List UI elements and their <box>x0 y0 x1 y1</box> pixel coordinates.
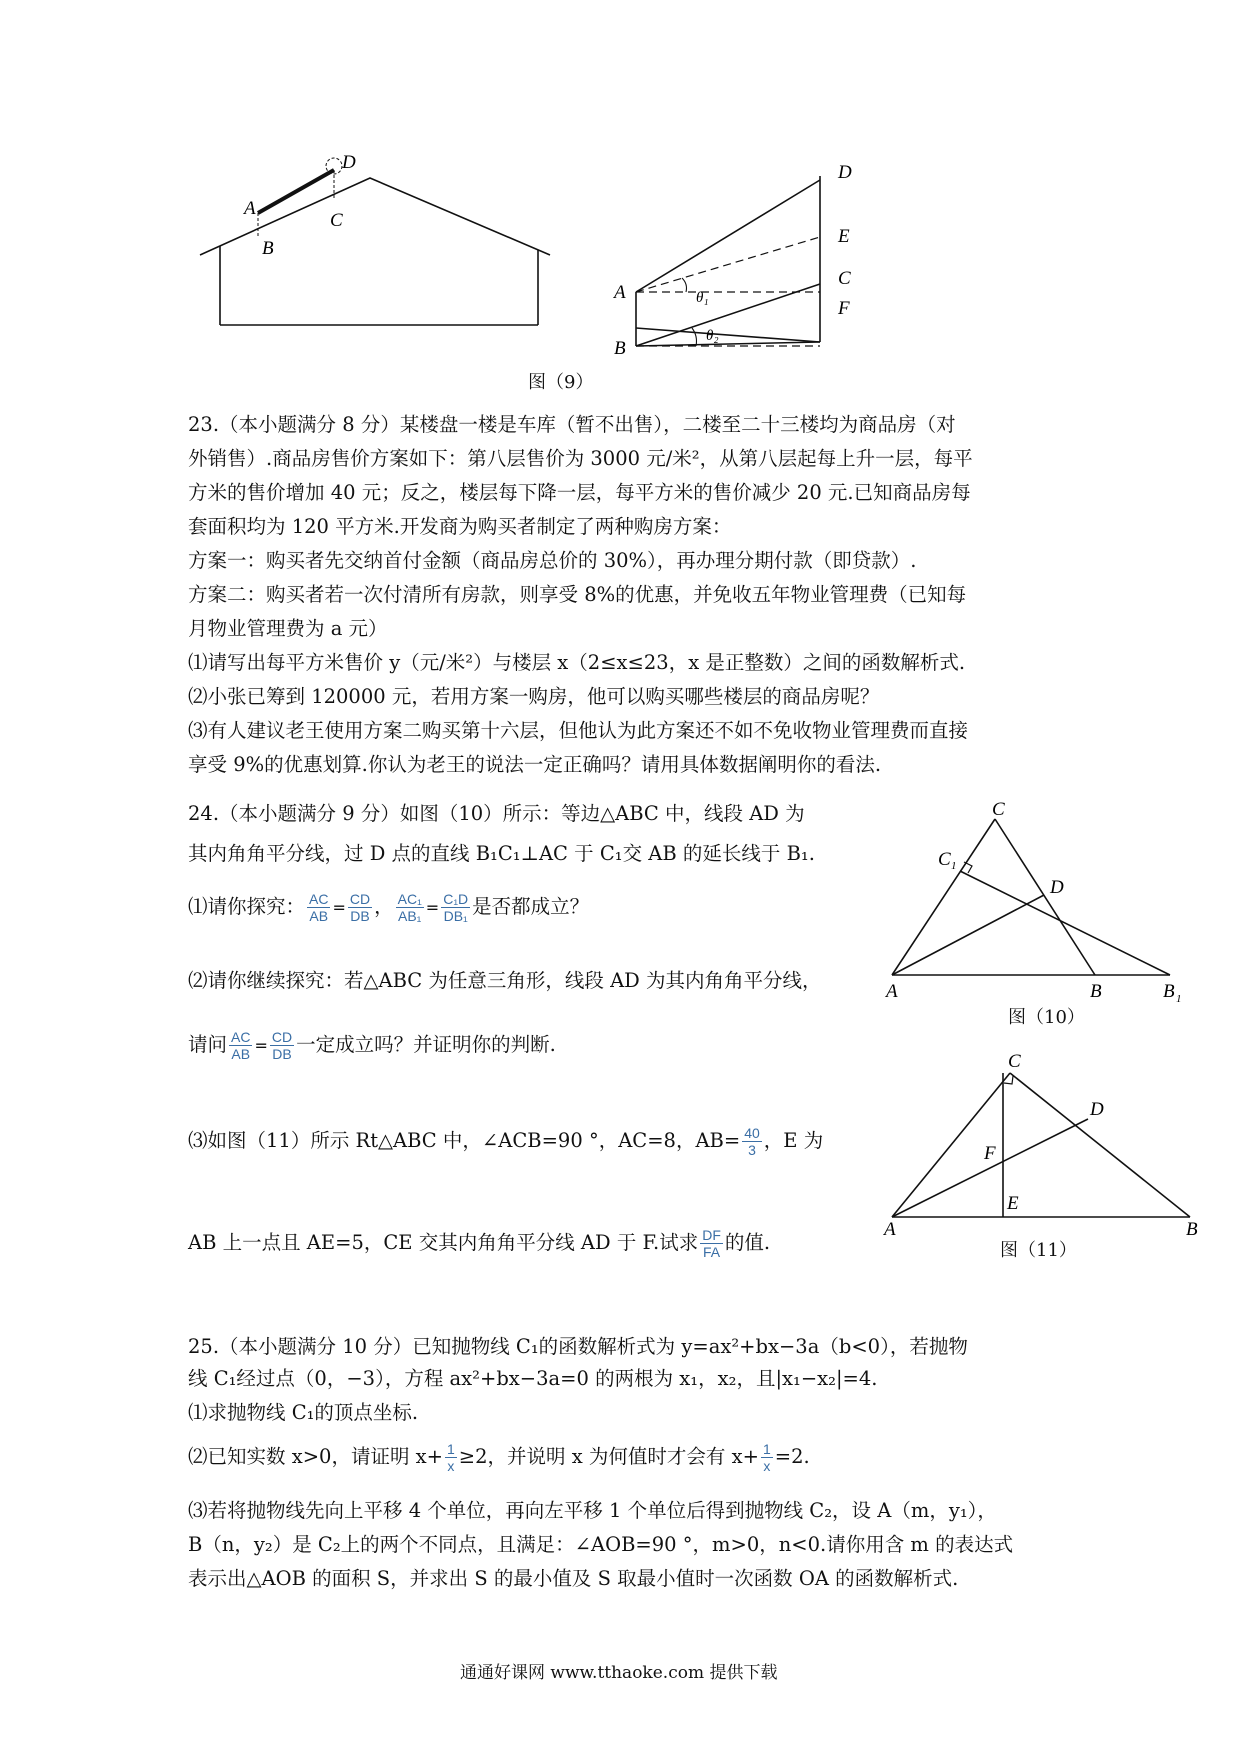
q23-line-6: 方案二：购买者若一次付清所有房款，则享受 8%的优惠，并免收五年物业管理费（已知每 <box>188 583 967 606</box>
frac-1-x-2: $\frac{1}{x}$ <box>762 1441 771 1474</box>
frac-1-x: $\frac{1}{x}$ <box>446 1441 455 1474</box>
fig9-label-D: D <box>342 152 356 173</box>
frac-40-3: $\frac{40}{3}$ <box>744 1125 760 1158</box>
fig10-caption: 图（10） <box>1008 1007 1085 1028</box>
fig9-label-C: C <box>330 210 343 231</box>
q23-line-2: 外销售）.商品房售价方案如下：第八层售价为 3000 元/米²，从第八层起每上升一层，每平 <box>188 447 973 470</box>
q23-line-5: 方案一：购买者先交纳首付金额（商品房总价的 30%），再办理分期付款（即贷款）. <box>188 549 917 572</box>
q24-p1-prefix: ⑴请你探究： <box>188 895 306 918</box>
q24-part-2-line-2: 请问 $\frac{AC}{AB}$ = $\frac{CD}{DB}$ 一定成立吗？并证明你的判断. <box>188 1029 556 1062</box>
q24-part-2-line-1: ⑵请你继续探究：若△ABC 为任意三角形，线段 AD 为其内角角平分线， <box>188 969 822 992</box>
fig10-label-C1: C <box>938 849 951 870</box>
q24-line-2: 其内角角平分线，过 D 点的直线 B₁C₁⊥AC 于 C₁交 AB 的延长线于 B₁. <box>188 842 815 865</box>
q23-line-4: 套面积均为 120 平方米.开发商为购买者制定了两种购房方案： <box>188 515 732 538</box>
q25-line-1: 25.（本小题满分 10 分）已知抛物线 C₁的函数解析式为 y=ax²+bx−3a（b<0），若抛物 <box>188 1335 968 1358</box>
q25-line-2: 线 C₁经过点（0，−3），方程 ax²+bx−3a=0 的两根为 x₁，x₂，且|x₁−x₂|=4. <box>188 1367 878 1390</box>
q23-line-1: 23.（本小题满分 8 分）某楼盘一楼是车库（暂不出售），二楼至二十三楼均为商品房（对 <box>188 413 956 436</box>
fig10-label-B: B <box>1090 981 1102 1002</box>
page-footer: 通通好课网 www.tthaoke.com 提供下载 <box>460 1663 778 1683</box>
fig11-label-D: D <box>1090 1099 1104 1120</box>
q24-part-1: ⑴请你探究： $\frac{AC}{AB}$ = $\frac{CD}{DB}$ ， $\frac{\text{AC₁}}{\text{AB₁}}$ = $\frac{\text{C₁D}}{\text{DB₁}}$ 是否都成立？ <box>188 891 590 924</box>
fig10-label-B1: B <box>1163 981 1175 1002</box>
figure-9-house <box>210 152 570 360</box>
q23-line-7: 月物业管理费为 a 元） <box>188 617 388 640</box>
q23-part-3a: ⑶有人建议老王使用方案二购买第十六层，但他认为此方案还不如不免收物业管理费而直接 <box>188 719 969 742</box>
figure-11 <box>880 1051 1210 1240</box>
frac-ac-ab-2: $\frac{AC}{AB}$ <box>231 1029 251 1062</box>
question-23 <box>188 408 973 782</box>
frac-cd-db-2: $\frac{CD}{DB}$ <box>271 1029 293 1062</box>
fig10-label-A: A <box>886 981 898 1002</box>
q24-p1-suffix: 是否都成立？ <box>472 895 590 918</box>
frac-cd-db: $\frac{CD}{DB}$ <box>349 891 371 924</box>
fig9r-label-E: E <box>838 226 850 247</box>
fig9-label-B: B <box>262 238 274 259</box>
fig11-caption: 图（11） <box>1000 1240 1077 1261</box>
fig11-label-B: B <box>1186 1219 1198 1240</box>
q24-part-3-line-2: AB 上一点且 AE=5，CE 交其内角角平分线 AD 于 F.试求 $\frac{DF}{FA}$ 的值. <box>188 1227 771 1260</box>
q24-part-3-line-1: ⑶如图（11）所示 Rt△ABC 中，∠ACB=90 °，AC=8，AB= $\frac{40}{3}$ ，E 为 <box>188 1125 824 1158</box>
q24-line-1: 24.（本小题满分 9 分）如图（10）所示：等边△ABC 中，线段 AD 为 <box>188 802 805 825</box>
fig9r-theta2: θ₂ <box>706 328 719 344</box>
q25-part-2: ⑵已知实数 x>0，请证明 x+ $\frac{1}{x}$ ≥2，并说明 x 为何值时才会有 x+ $\frac{1}{x}$ =2. <box>188 1441 810 1474</box>
fig11-label-E: E <box>1007 1193 1019 1214</box>
fig10-label-D: D <box>1050 877 1064 898</box>
q25-part-3-line-2: B（n，y₂）是 C₂上的两个不同点，且满足：∠AOB=90 °，m>0，n<0.请你用含 m 的表达式 <box>188 1533 1014 1556</box>
fig9r-label-A: A <box>614 282 626 303</box>
fig9r-label-C: C <box>838 268 851 289</box>
frac-df-fa: $\frac{DF}{FA}$ <box>702 1227 721 1260</box>
fig10-label-C: C <box>992 799 1005 820</box>
q23-part-1: ⑴请写出每平方米售价 y（元/米²）与楼层 x（2≤x≤23，x 是正整数）之间的函数解析式. <box>188 651 966 674</box>
figure-9-angles <box>600 162 870 380</box>
figure-10 <box>880 799 1200 1005</box>
fig9-caption: 图（9） <box>528 372 594 393</box>
q25-part-1: ⑴求抛物线 C₁的顶点坐标. <box>188 1401 419 1424</box>
frac-ac-ab: $\frac{AC}{AB}$ <box>309 891 329 924</box>
fig9r-label-F: F <box>838 298 850 319</box>
q23-line-3: 方米的售价增加 40 元；反之，楼层每下降一层，每平方米的售价减少 20 元.已知商品房每 <box>188 481 971 504</box>
fig11-label-C: C <box>1008 1051 1021 1072</box>
q25-part-3-line-3: 表示出△AOB 的面积 S，并求出 S 的最小值及 S 取最小值时一次函数 OA 的函数解析式. <box>188 1567 959 1590</box>
fig9r-theta1: θ₁ <box>696 290 709 306</box>
frac-c1d-db1: $\frac{\text{C₁D}}{\text{DB₁}}$ <box>443 891 469 924</box>
fig10-label-B1-sub: 1 <box>1176 993 1182 1005</box>
q23-part-3b: 享受 9%的优惠划算.你认为老王的说法一定正确吗？请用具体数据阐明你的看法. <box>188 753 882 776</box>
fig10-label-C1-sub: 1 <box>951 860 957 872</box>
fig11-label-F: F <box>984 1143 996 1164</box>
fig9-label-A: A <box>244 198 256 219</box>
q23-part-2: ⑵小张已筹到 120000 元，若用方案一购房，他可以购买哪些楼层的商品房呢？ <box>188 685 880 708</box>
fig9r-label-B: B <box>614 338 626 359</box>
fig9r-label-D: D <box>838 162 852 183</box>
q25-part-3-line-1: ⑶若将抛物线先向上平移 4 个单位，再向左平移 1 个单位后得到抛物线 C₂，设 A（m，y₁）， <box>188 1499 997 1522</box>
frac-ac1-ab1: $\frac{\text{AC₁}}{\text{AB₁}}$ <box>397 891 422 924</box>
fig11-label-A: A <box>884 1219 896 1240</box>
